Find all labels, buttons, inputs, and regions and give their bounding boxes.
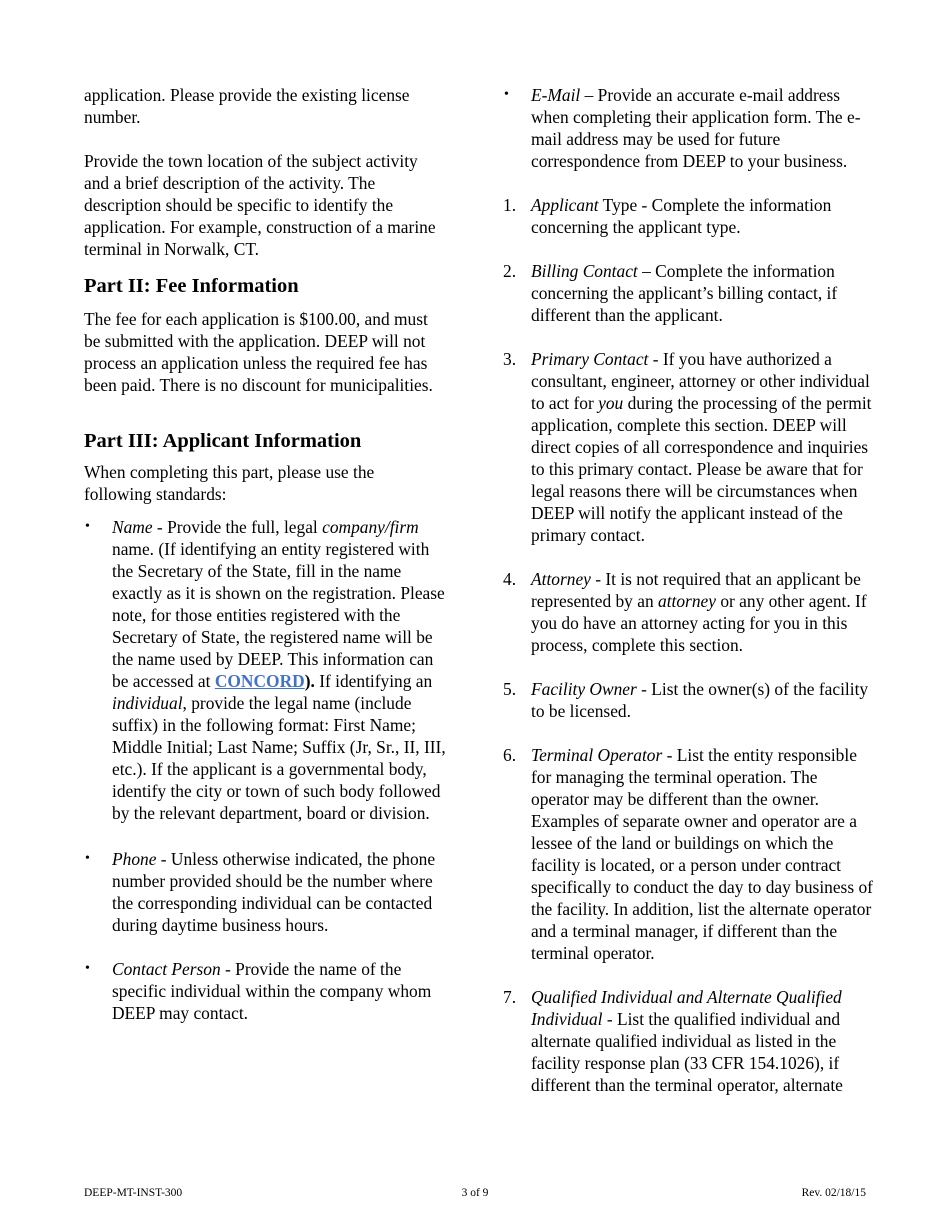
numbered-item-6 — [503, 744, 873, 964]
item-number: 6. — [503, 745, 517, 765]
numbered-item-5 — [503, 678, 873, 722]
numbered-item-4 — [503, 568, 873, 656]
continued-paragraph: application. Please provide the existing license number. — [84, 85, 410, 127]
individual-term: individual — [112, 693, 183, 713]
bullet-marker: • — [85, 519, 90, 534]
item-term: Billing Contact — [531, 261, 638, 281]
footer-page-number: 3 of 9 — [461, 1187, 489, 1199]
item-text-2: during the processing of the permit application, complete this section. DEEP will direct copies of all correspondence and inquiries to this primary contact. Please be aware that for legal reasons there will be circumstances when DEEP will notify the applicant instead of the primary contact. — [531, 393, 872, 545]
part2-heading: Part II: Fee Information — [84, 275, 299, 297]
contact-person-bullet — [84, 958, 446, 1024]
item-number: 7. — [503, 987, 517, 1007]
numbered-item-1 — [503, 194, 873, 238]
item-term: Facility Owner — [531, 679, 637, 699]
name-bullet — [84, 516, 446, 824]
item-text: - List the qualified individual and alternate qualified individual as listed in the facility response plan (33 CFR 154.1026), if different than the terminal operator, alternate — [531, 1009, 843, 1095]
name-text-3: ). — [304, 671, 320, 691]
name-text-4: If identifying an — [319, 671, 433, 691]
part3-intro: When completing this part, please use the following standards: — [84, 462, 375, 504]
item-term: Attorney — [531, 569, 591, 589]
name-text-5: , provide the legal name (include suffix) in the following format: First Name; Middle Initial; Last Name; Suffix (Jr, Sr., II, III, etc.). If the applicant is a governmental body, identify the city or town of such body followed by the relevant department, board or division. — [112, 693, 446, 823]
contact-person-term: Contact Person — [112, 959, 221, 979]
item-text: Type - Complete the information concerning the applicant type. — [531, 195, 832, 237]
item-italic: attorney — [658, 591, 716, 611]
item-number: 2. — [503, 261, 517, 281]
right-column — [503, 84, 873, 1096]
bullet-marker: • — [85, 851, 90, 866]
item-term: Primary Contact — [531, 349, 649, 369]
numbered-item-3 — [503, 348, 873, 546]
numbered-item-7 — [503, 986, 873, 1096]
item-text: - List the entity responsible for managing the terminal operation. The operator may be different than the owner. Examples of separate owner and operator are a lessee of the land or buildings on which the facility is located, or a person under contract specifically to conduct the day to day business of the facility. In addition, list the alternate operator and a terminal manager, if different than the terminal operator. — [531, 745, 873, 963]
item-number: 4. — [503, 569, 517, 589]
item-number: 3. — [503, 349, 517, 369]
item-text-1: - It is not required that an applicant be represented by an — [531, 569, 861, 611]
numbered-item-2 — [503, 260, 873, 326]
item-text: - List the owner(s) of the facility to be licensed. — [531, 679, 869, 721]
item-number: 5. — [503, 679, 517, 699]
item-text-2: or any other agent. If you do have an attorney acting for you in this process, complete this section. — [531, 591, 867, 655]
phone-text: - Unless otherwise indicated, the phone number provided should be the number where the corresponding individual can be contacted during daytime business hours. — [112, 849, 436, 935]
item-term: Terminal Operator — [531, 745, 663, 765]
footer-revision: Rev. 02/18/15 — [801, 1187, 866, 1199]
concord-link[interactable]: CONCORD — [214, 671, 305, 691]
bullet-marker: • — [85, 961, 90, 976]
email-bullet — [503, 84, 873, 172]
item-italic: you — [598, 393, 624, 413]
part3-heading: Part III: Applicant Information — [84, 430, 362, 452]
item-number: 1. — [503, 195, 517, 215]
phone-bullet — [84, 848, 446, 936]
name-text-2: name. (If identifying an entity registered with the Secretary of the State, fill in the name exactly as it is shown on the registration. Please note, for those entities registered with the Secretary of State, the registered name will be the name used by DEEP. This information can be accessed at — [112, 539, 445, 691]
bullet-marker: • — [504, 87, 509, 102]
item-text: – Complete the information concerning the applicant’s billing contact, if different than the applicant. — [531, 261, 838, 325]
email-text: – Provide an accurate e-mail address when completing their application form. The e-mail address may be used for future correspondence from DEEP to your business. — [531, 85, 861, 171]
company-firm-term: company/firm — [322, 517, 419, 537]
item-term: Applicant — [531, 195, 599, 215]
name-term: Name — [112, 517, 153, 537]
location-paragraph: Provide the town location of the subject activity and a brief description of the activity. The description should be specific to identify the application. For example, construction of a marine terminal in Norwalk, CT. — [84, 151, 436, 259]
fee-paragraph: The fee for each application is $100.00, and must be submitted with the application. DEEP will not process an application unless the required fee has been paid. There is no discount for municipalities. — [84, 309, 433, 395]
left-column — [84, 84, 446, 1024]
footer-form-id: DEEP-MT-INST-300 — [84, 1187, 183, 1199]
item-term: Qualified Individual and Alternate Qualified Individual — [531, 987, 842, 1029]
phone-term: Phone — [112, 849, 157, 869]
email-term: E-Mail — [531, 85, 581, 105]
contact-person-text: - Provide the name of the specific individual within the company whom DEEP may contact. — [112, 959, 432, 1023]
item-text-1: - If you have authorized a consultant, engineer, attorney or other individual to act for — [531, 349, 870, 413]
name-text-1: - Provide the full, legal — [152, 517, 323, 537]
